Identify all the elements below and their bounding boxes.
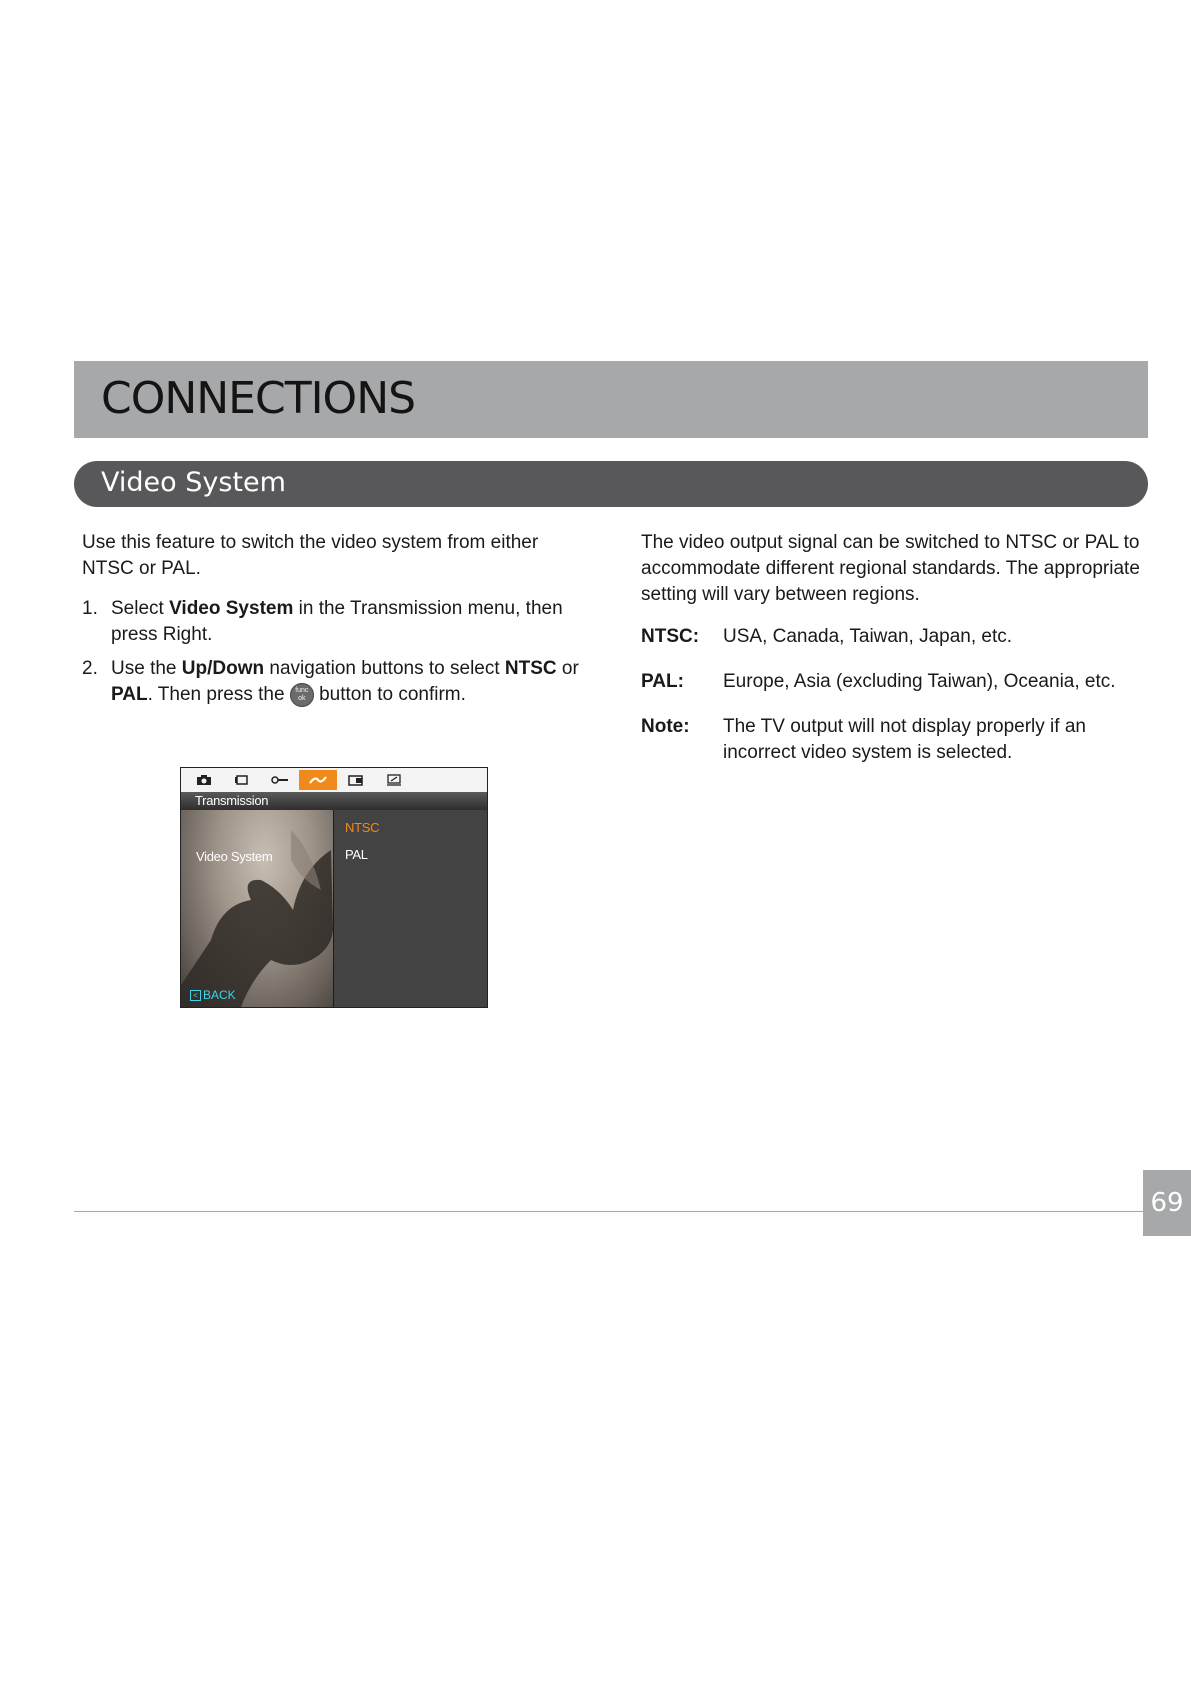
step-number: 1. [82,598,98,619]
wrench-icon [261,770,299,790]
playback-icon [337,770,375,790]
option-ntsc: NTSC [345,820,380,835]
instruction-steps [82,596,582,708]
back-arrow-icon: < [190,990,201,1001]
option-pal: PAL [345,847,368,862]
definition-desc: Europe, Asia (excluding Taiwan), Oceania, etc. [723,671,1116,692]
definition-term: PAL: [641,671,684,692]
signal-paragraph: The video output signal can be switched to NTSC or PAL to accommodate different regional standards. The appropriate setting will vary between regions. [641,532,1140,605]
step-text: . Then press the [147,684,290,705]
step-number: 2. [82,658,98,679]
definition-desc: The TV output will not display properly if an incorrect video system is selected. [723,716,1086,763]
func-ok-button-icon [290,683,314,707]
step-text: navigation buttons to select [264,658,505,679]
video-system-menu-item: Video System [196,849,273,864]
step-text: Select [111,598,170,619]
definition-term: Note: [641,716,690,737]
menu-title: Transmission [195,793,269,808]
left-column [82,530,582,716]
step-emphasis: PAL [111,684,148,705]
subsection-header [74,461,1148,507]
right-column [641,530,1151,785]
step-emphasis: Video System [169,598,294,619]
func-label: func [295,686,309,694]
section-header [74,361,1148,438]
step-text: in the Transmission menu, then press Right. [111,598,563,645]
definition-row [641,714,1151,766]
definition-row [641,624,1151,650]
step-item [82,596,582,648]
ok-label: ok [298,694,306,702]
menu-tab-bar [181,768,487,792]
step-emphasis: Up/Down [181,658,265,679]
menu-header [181,792,487,810]
section-title: CONNECTIONS [101,373,416,424]
subsection-title: Video System [101,467,286,498]
video-icon [223,770,261,790]
step-emphasis: NTSC [504,658,557,679]
camera-menu-screenshot [180,767,488,1008]
camera-icon [185,770,223,790]
definition-row [641,669,1151,695]
transmission-icon [299,770,337,790]
settings-icon [375,770,413,790]
back-button [190,988,236,1002]
definition-desc: USA, Canada, Taiwan, Japan, etc. [723,626,1013,647]
definition-term: NTSC: [641,626,700,647]
options-list [334,810,487,1007]
footer-divider [74,1211,1146,1212]
flower-silhouette [181,810,333,1007]
step-text: or [556,658,579,679]
page-number: 69 [1143,1170,1191,1236]
step-item [82,656,582,708]
preview-image [181,810,333,1007]
back-label: BACK [203,988,236,1002]
intro-paragraph: Use this feature to switch the video system from either NTSC or PAL. [82,532,539,579]
step-text: Use the [111,658,182,679]
step-text: button to confirm. [313,684,466,705]
